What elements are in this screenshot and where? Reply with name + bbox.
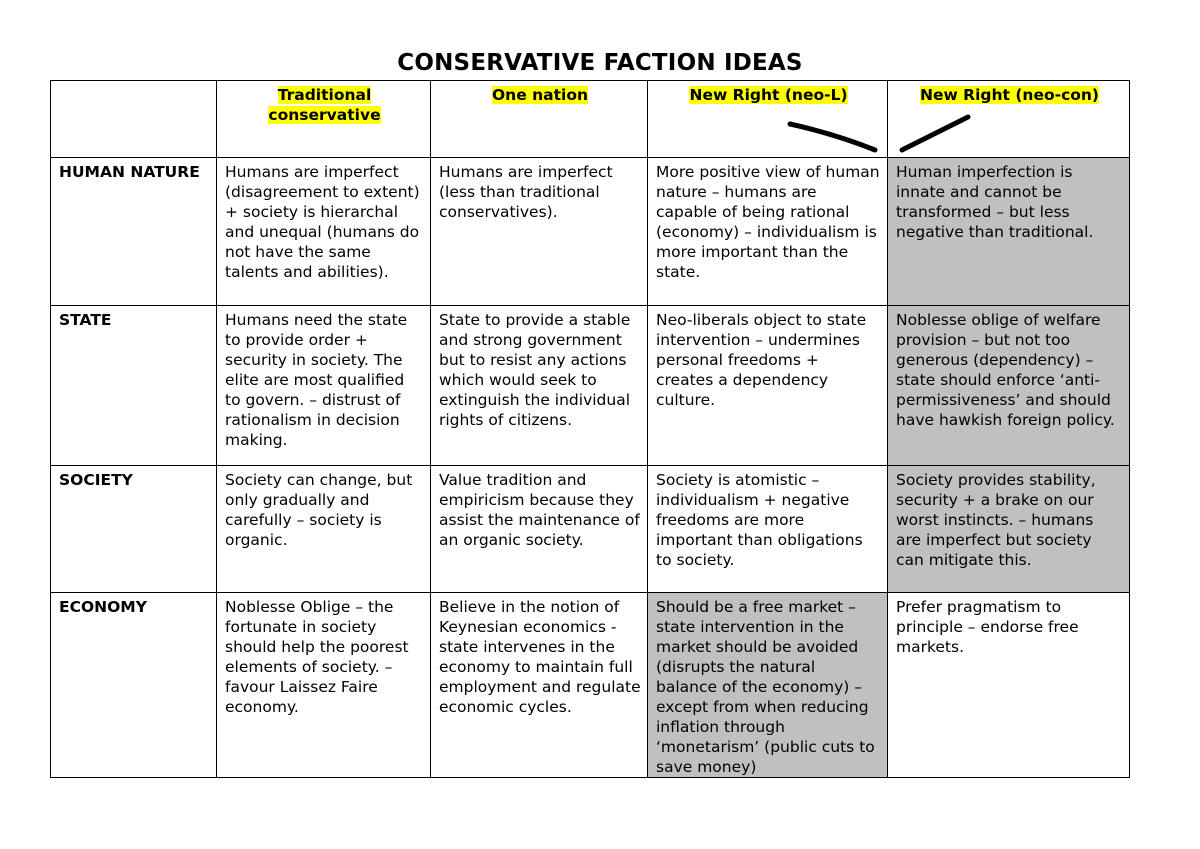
table-cell: Society can change, but only gradually and carefully – society is organic.	[217, 466, 431, 593]
faction-table	[50, 80, 1130, 778]
header-one-nation-label: One nation	[491, 86, 589, 104]
row-label-state: STATE	[51, 306, 217, 466]
table-cell: Human imperfection is innate and cannot be transformed – but less negative than traditional.	[888, 158, 1130, 306]
table-cell: Noblesse oblige of welfare provision – but not too generous (dependency) – state should enforce ‘anti-permissiveness’ and should have hawkish foreign policy.	[888, 306, 1130, 466]
header-neo-con-label: New Right (neo-con)	[919, 86, 1100, 104]
header-neo-con	[888, 81, 1130, 158]
header-corner-cell	[51, 81, 217, 158]
row-label-society: SOCIETY	[51, 466, 217, 593]
table-cell: Society provides stability, security + a brake on our worst instincts. – humans are imperfect but society can mitigate this.	[888, 466, 1130, 593]
page-title: CONSERVATIVE FACTION IDEAS	[397, 50, 803, 76]
header-traditional	[217, 81, 431, 158]
table-cell: Humans are imperfect (less than traditional conservatives).	[431, 158, 648, 306]
header-one-nation	[431, 81, 648, 158]
header-row	[51, 81, 1130, 158]
table-cell: Humans need the state to provide order + security in society. The elite are most qualified to govern. – distrust of rationalism in decision making.	[217, 306, 431, 466]
row-label-economy: ECONOMY	[51, 593, 217, 778]
table-row	[51, 593, 1130, 778]
table-row	[51, 466, 1130, 593]
table-cell: State to provide a stable and strong government but to resist any actions which would seek to extinguish the individual rights of citizens.	[431, 306, 648, 466]
table-cell: Value tradition and empiricism because they assist the maintenance of an organic society.	[431, 466, 648, 593]
table-cell: Society is atomistic – individualism + negative freedoms are more important than obligations to society.	[648, 466, 888, 593]
row-label-human-nature: HUMAN NATURE	[51, 158, 217, 306]
table-cell: Noblesse Oblige – the fortunate in society should help the poorest elements of society. – favour Laissez Faire economy.	[217, 593, 431, 778]
header-traditional-label: Traditional conservative	[268, 86, 381, 124]
table-cell: Humans are imperfect (disagreement to extent) + society is hierarchal and unequal (humans do not have the same talents and abilities).	[217, 158, 431, 306]
table-cell: Believe in the notion of Keynesian economics - state intervenes in the economy to maintain full employment and regulate economic cycles.	[431, 593, 648, 778]
header-neo-liberal	[648, 81, 888, 158]
table-cell: Prefer pragmatism to principle – endorse free markets.	[888, 593, 1130, 778]
table-cell: Should be a free market – state intervention in the market should be avoided (disrupts the natural balance of the economy) – except from when reducing inflation through ‘monetarism’ (public cuts to save money)	[648, 593, 888, 778]
table-row	[51, 306, 1130, 466]
table-row	[51, 158, 1130, 306]
table-cell: More positive view of human nature – humans are capable of being rational (economy) – individualism is more important than the state.	[648, 158, 888, 306]
table-cell: Neo-liberals object to state intervention – undermines personal freedoms + creates a dependency culture.	[648, 306, 888, 466]
header-neo-liberal-label: New Right (neo-L)	[689, 86, 848, 104]
